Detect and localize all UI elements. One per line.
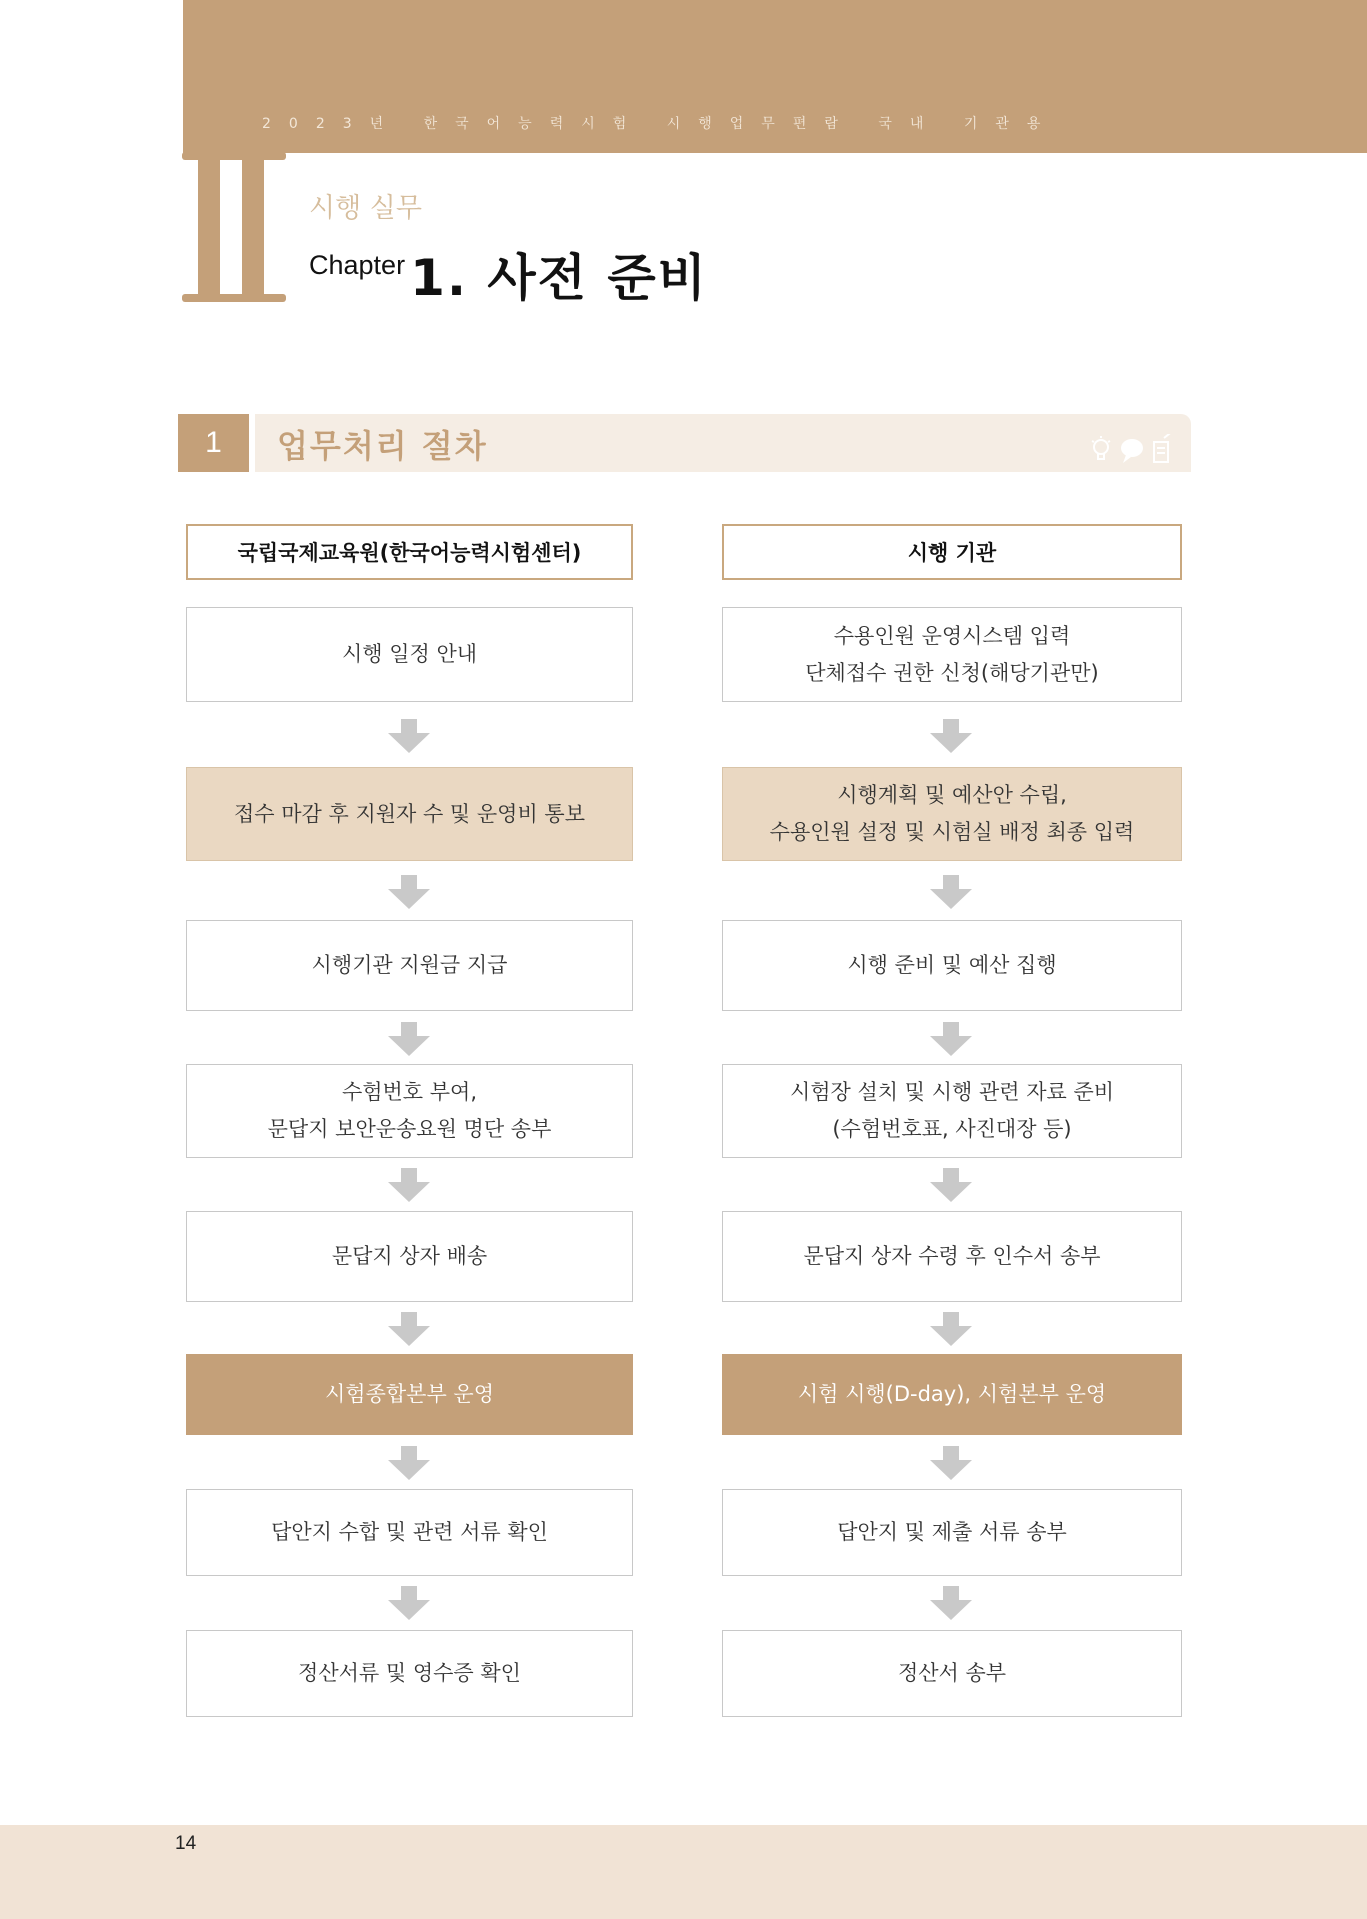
section-subtitle: 시행 실무	[309, 193, 422, 224]
step-text-line: 문답지 보안운송요원 명단 송부	[267, 1117, 552, 1141]
left-step-box	[186, 1489, 633, 1576]
down-arrow-icon	[388, 1586, 430, 1620]
right-column-header: 시행 기관	[722, 524, 1182, 580]
section-number: 1	[178, 414, 249, 472]
right-step-box	[722, 1489, 1182, 1576]
right-step-box	[722, 607, 1182, 702]
right-step-box	[722, 1211, 1182, 1302]
chapter-word: Chapter	[309, 250, 406, 280]
down-arrow-icon	[930, 1312, 972, 1346]
step-text-line: 수험번호 부여,	[341, 1080, 478, 1104]
lightbulb-icon	[1092, 436, 1110, 459]
down-arrow-icon	[388, 1446, 430, 1480]
speech-bubble-icon	[1121, 439, 1143, 463]
down-arrow-icon	[388, 1168, 430, 1202]
chapter-heading	[309, 238, 708, 310]
step-text-line: 시험 시행(D-day), 시험본부 운영	[797, 1382, 1107, 1406]
step-text-line: 시행계획 및 예산안 수립,	[837, 783, 1067, 807]
left-step-box	[186, 920, 633, 1011]
step-text-line: 시험장 설치 및 시행 관련 자료 준비	[789, 1080, 1115, 1104]
down-arrow-icon	[388, 875, 430, 909]
footer-band	[0, 1825, 1367, 1919]
right-step-box	[722, 920, 1182, 1011]
down-arrow-icon	[930, 1168, 972, 1202]
right-step-box	[722, 767, 1182, 861]
down-arrow-icon	[930, 1586, 972, 1620]
left-step-box	[186, 767, 633, 861]
page-number: 14	[175, 1833, 197, 1854]
step-text-line: 답안지 수합 및 관련 서류 확인	[271, 1520, 548, 1544]
right-step-box	[722, 1064, 1182, 1158]
down-arrow-icon	[388, 1312, 430, 1346]
left-column-header: 국립국제교육원(한국어능력시험센터)	[186, 524, 633, 580]
section-title: 업무처리 절차	[277, 427, 488, 465]
step-text-line: 접수 마감 후 지원자 수 및 운영비 통보	[233, 801, 586, 826]
roman-numeral-two	[182, 152, 286, 302]
step-text-line: 단체접수 권한 신청(해당기관만)	[805, 660, 1099, 685]
step-text-line: 문답지 상자 배송	[331, 1244, 488, 1268]
section-icons	[1090, 434, 1176, 466]
step-text-line: 수용인원 운영시스템 입력	[833, 623, 1071, 648]
left-step-box	[186, 1064, 633, 1158]
running-head: 2023년 한국어능력시험 시행업무편람 국내 기관용	[262, 116, 1059, 132]
right-step-box	[722, 1354, 1182, 1435]
step-text-line: 시행기관 지원금 지급	[311, 953, 508, 977]
step-text-line: 문답지 상자 수령 후 인수서 송부	[803, 1244, 1101, 1268]
down-arrow-icon	[388, 719, 430, 753]
chapter-title: 1. 사전 준비	[410, 249, 708, 307]
right-step-box	[722, 1630, 1182, 1717]
left-step-box	[186, 1211, 633, 1302]
step-text-line: 답안지 및 제출 서류 송부	[837, 1520, 1067, 1544]
step-text-line: 시행 준비 및 예산 집행	[847, 953, 1057, 977]
step-text-line: 시행 일정 안내	[341, 642, 478, 666]
down-arrow-icon	[930, 719, 972, 753]
down-arrow-icon	[930, 1446, 972, 1480]
down-arrow-icon	[930, 1022, 972, 1056]
down-arrow-icon	[930, 875, 972, 909]
step-text-line: 시험종합본부 운영	[325, 1382, 494, 1406]
down-arrow-icon	[388, 1022, 430, 1056]
step-text-line: 수용인원 설정 및 시험실 배정 최종 입력	[769, 820, 1135, 844]
left-step-box	[186, 607, 633, 702]
notepad-pencil-icon	[1154, 434, 1174, 462]
left-step-box	[186, 1354, 633, 1435]
left-step-box	[186, 1630, 633, 1717]
step-text-line: 정산서 송부	[897, 1661, 1007, 1685]
step-text-line: 정산서류 및 영수증 확인	[298, 1661, 521, 1685]
step-text-line: (수험번호표, 사진대장 등)	[832, 1117, 1072, 1141]
